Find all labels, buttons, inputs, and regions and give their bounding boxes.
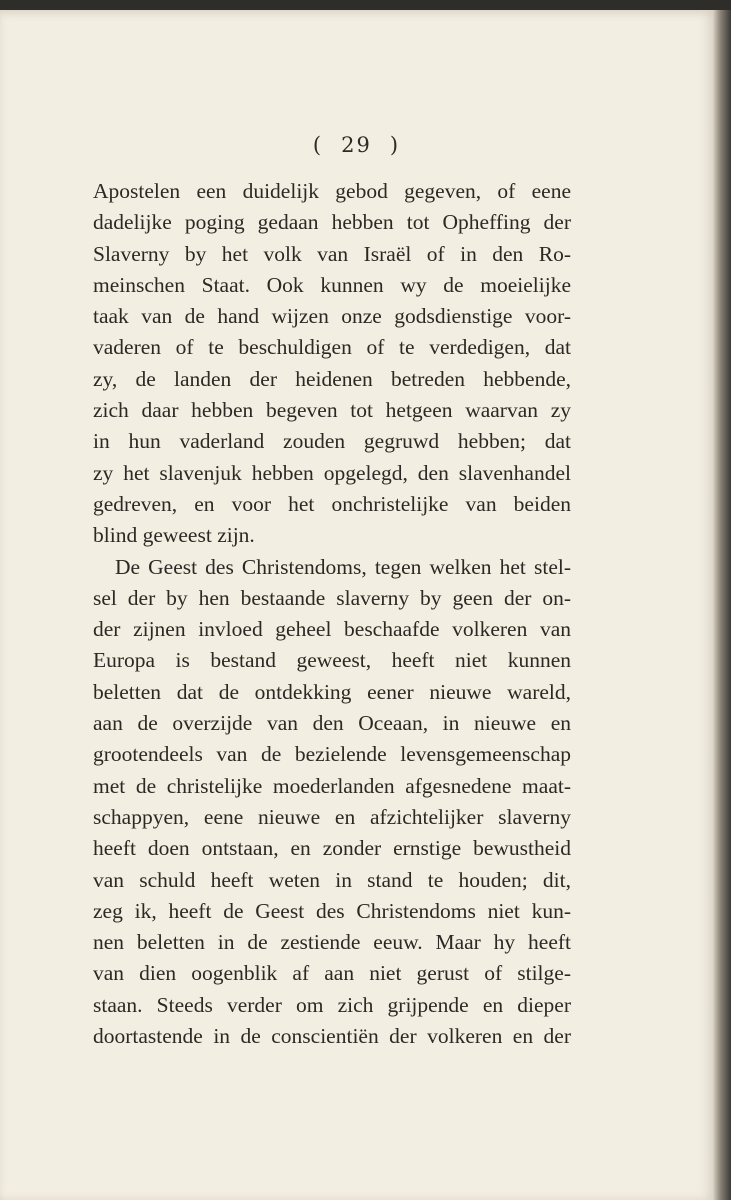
text-line: zich daar hebben begeven tot hetgeen waarvan zy [93, 398, 571, 423]
text-line: aan de overzijde van den Oceaan, in nieuwe en [93, 711, 571, 736]
text-line: der zijnen invloed geheel beschaafde volkeren van [93, 617, 571, 642]
book-page [0, 10, 713, 1200]
text-line: staan. Steeds verder om zich grijpende en dieper [93, 992, 571, 1017]
text-line: heeft doen ontstaan, en zonder ernstige bewustheid [93, 836, 571, 861]
text-line: van dien oogenblik af aan niet gerust of stilge- [93, 961, 571, 986]
page-edge-shadow [713, 10, 731, 1200]
body-text [93, 176, 571, 1052]
text-line: in hun vaderland zouden gegruwd hebben; dat [93, 429, 571, 454]
text-line: Europa is bestand geweest, heeft niet kunnen [93, 648, 571, 673]
text-line: taak van de hand wijzen onze godsdienstige voor- [93, 304, 571, 329]
paragraph-first-line: De Geest des Christendoms, tegen welken het stel- [115, 554, 571, 579]
paragraph-last-line: blind geweest zijn. [93, 523, 255, 548]
page-number: 29 [341, 133, 372, 157]
text-line: met de christelijke moederlanden afgesnedene maat- [93, 773, 571, 798]
text-line: nen beletten in de zestiende eeuw. Maar hy heeft [93, 930, 571, 955]
scan-top-border [0, 0, 731, 10]
text-line: van schuld heeft weten in stand te houden; dit, [93, 867, 571, 892]
text-line: doortastende in de conscientiën der volkeren en der [93, 1024, 571, 1049]
header-open-paren: ( [312, 133, 324, 157]
header-close-paren: ) [389, 133, 401, 157]
text-line: meinschen Staat. Ook kunnen wy de moeielijke [93, 272, 571, 297]
text-line: zy het slavenjuk hebben opgelegd, den slavenhandel [93, 460, 571, 485]
text-line: zeg ik, heeft de Geest des Christendoms niet kun- [93, 898, 571, 923]
text-line: beletten dat de ontdekking eener nieuwe wareld, [93, 679, 571, 704]
text-line: vaderen of te beschuldigen of te verdedigen, dat [93, 335, 571, 360]
text-line: dadelijke poging gedaan hebben tot Opheffing der [93, 210, 571, 235]
page-header [0, 133, 713, 157]
text-line: zy, de landen der heidenen betreden hebbende, [93, 366, 571, 391]
text-line: gedreven, en voor het onchristelijke van beiden [93, 491, 571, 516]
text-line: grootendeels van de bezielende levensgemeenschap [93, 742, 571, 767]
text-line: schappyen, eene nieuwe en afzichtelijker slaverny [93, 804, 571, 829]
text-line: sel der by hen bestaande slaverny by geen der on- [93, 585, 571, 610]
text-line: Slaverny by het volk van Israël of in den Ro- [93, 241, 571, 266]
text-line: Apostelen een duidelijk gebod gegeven, of eene [93, 179, 571, 203]
